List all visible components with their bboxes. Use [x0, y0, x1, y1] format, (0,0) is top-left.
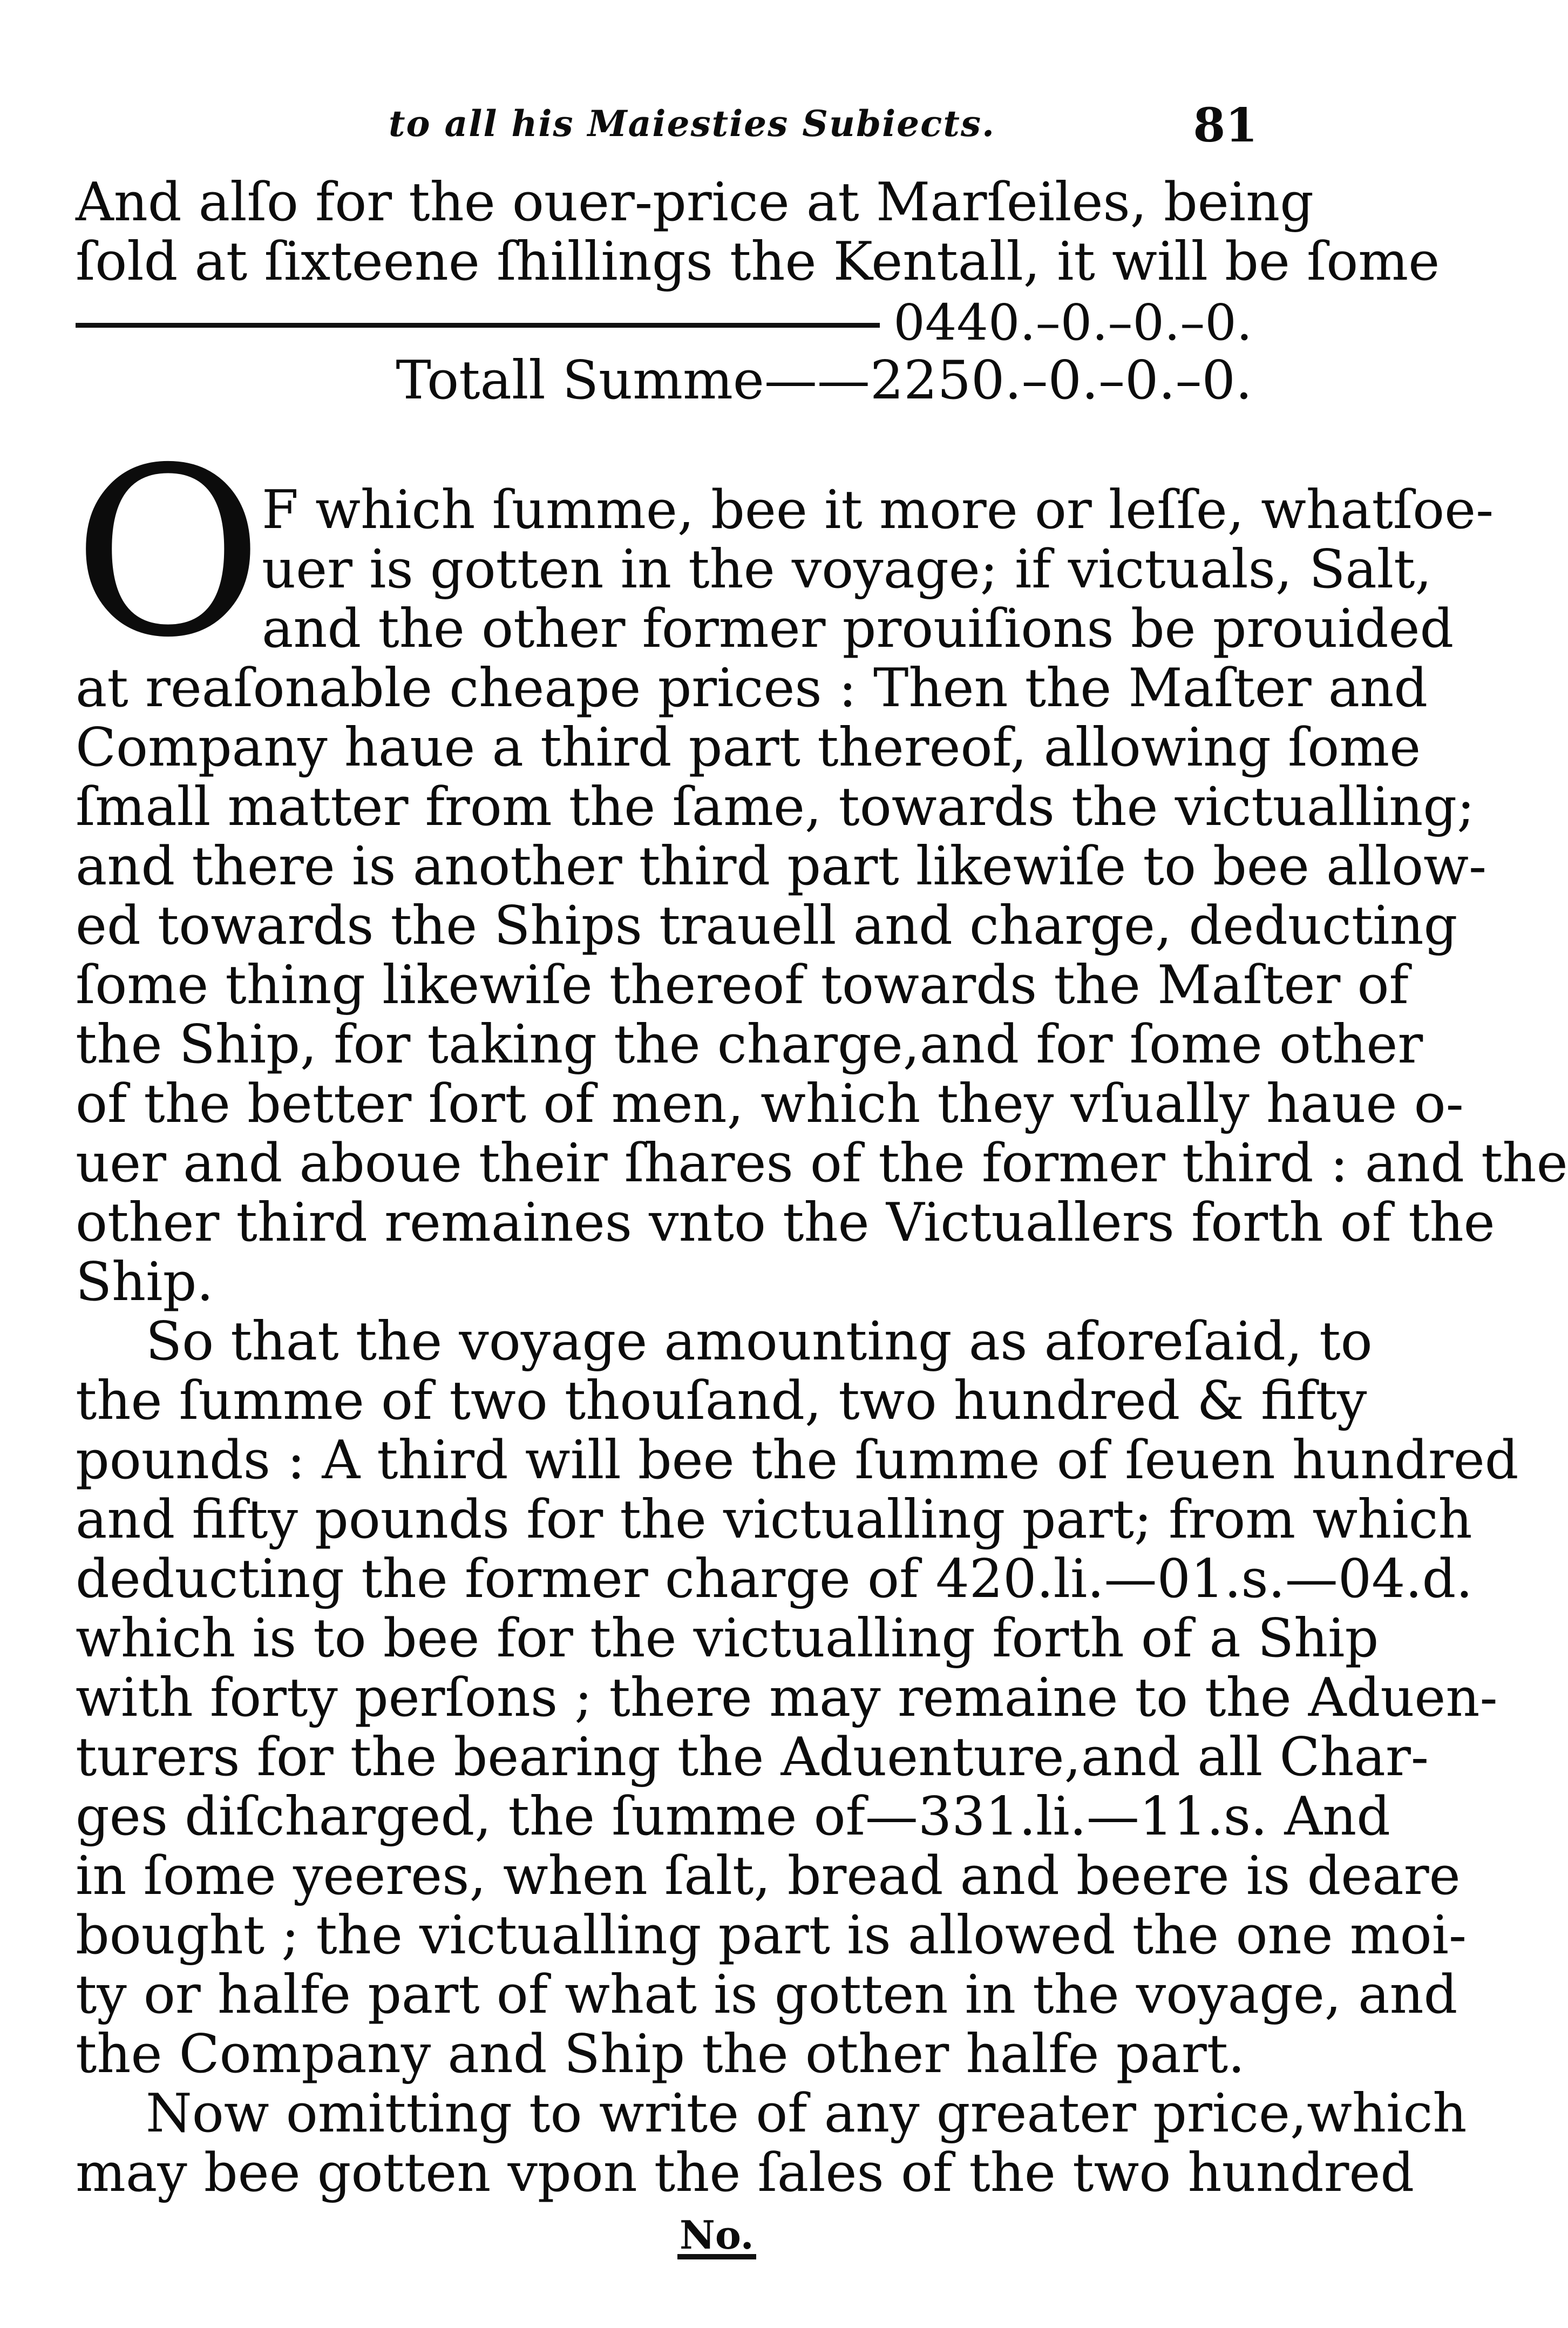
text-line: the Ship, for taking the charge,and for ſome other [76, 1014, 1423, 1075]
running-head: to all his Maiesties Subiects. [389, 103, 995, 145]
total-summe-line: Totall Summe——2250.–0.–0.–0. [396, 350, 1252, 411]
text-line: which is to bee for the victualling forth of a Ship [76, 1608, 1379, 1669]
text-line: Company haue a third part thereof, allowing ſome [76, 717, 1421, 779]
text-line: ſome thing likewiſe thereof towards the Maſter of [76, 955, 1409, 1016]
text-line: and fifty pounds for the victualling part; from which [76, 1489, 1472, 1551]
text-line: ſmall matter from the ſame, towards the victualling; [76, 776, 1475, 838]
text-line: may bee gotten vpon the ſales of the two hundred [76, 2142, 1415, 2204]
page-header [389, 98, 1258, 162]
text-line: the ſumme of two thouſand, two hundred & fifty [76, 1370, 1367, 1432]
catchword: No. [677, 2216, 756, 2259]
text-line: uer is gotten in the voyage; if victuals, Salt, [262, 539, 1432, 600]
text-line: ty or halfe part of what is gotten in the voyage, and [76, 1964, 1458, 2026]
text-line: So that the voyage amounting as aforeſaid, to [146, 1311, 1373, 1372]
text-line: other third remaines vnto the Victuallers forth of the [76, 1192, 1495, 1254]
text-line: ſold at ſixteene ſhillings the Kentall, it will be ſome [76, 231, 1440, 293]
text-line: ges diſcharged, the ſumme of—331.li.—11.s. And [76, 1786, 1390, 1847]
text-line: deducting the former charge of 420.li.—01.s.—04.d. [76, 1548, 1473, 1610]
text-line: at reaſonable cheape prices : Then the Maſter and [76, 658, 1428, 719]
text-line: ed towards the Ships trauell and charge, deducting [76, 895, 1458, 957]
text-line: of the better ſort of men, which they vſually haue o- [76, 1073, 1464, 1135]
page-number: 81 [1193, 98, 1258, 153]
text-line: in ſome yeeres, when ſalt, bread and beere is deare [76, 1845, 1461, 1907]
text-line: and the other former prouiſions be prouided [262, 598, 1454, 660]
total-rule-line [76, 294, 1252, 351]
text-line: with forty perſons ; there may remaine to the Aduen- [76, 1667, 1498, 1729]
rule-amount: 0440.–0.–0.–0. [893, 294, 1252, 351]
text-line: and there is another third part likewiſe to bee allow- [76, 836, 1487, 897]
text-line: pounds : A third will bee the ſumme of ſeuen hundred [76, 1430, 1519, 1491]
text-line: uer and aboue their ſhares of the former third : and the [76, 1133, 1568, 1194]
text-line: the Company and Ship the other halfe part. [76, 2024, 1245, 2085]
text-line: And alſo for the ouer-price at Marſeiles, being [76, 172, 1314, 233]
text-line: Ship. [76, 1251, 214, 1313]
text-line: turers for the bearing the Aduenture,and all Char- [76, 1727, 1429, 1788]
dash-rule [76, 323, 880, 328]
text-line: Now omitting to write of any greater price,which [146, 2083, 1467, 2144]
drop-cap: O [73, 418, 263, 688]
text-line: F which ſumme, bee it more or leſſe, whatſoe- [262, 479, 1494, 541]
text-line: bought ; the victualling part is allowed the one moi- [76, 1905, 1467, 1966]
